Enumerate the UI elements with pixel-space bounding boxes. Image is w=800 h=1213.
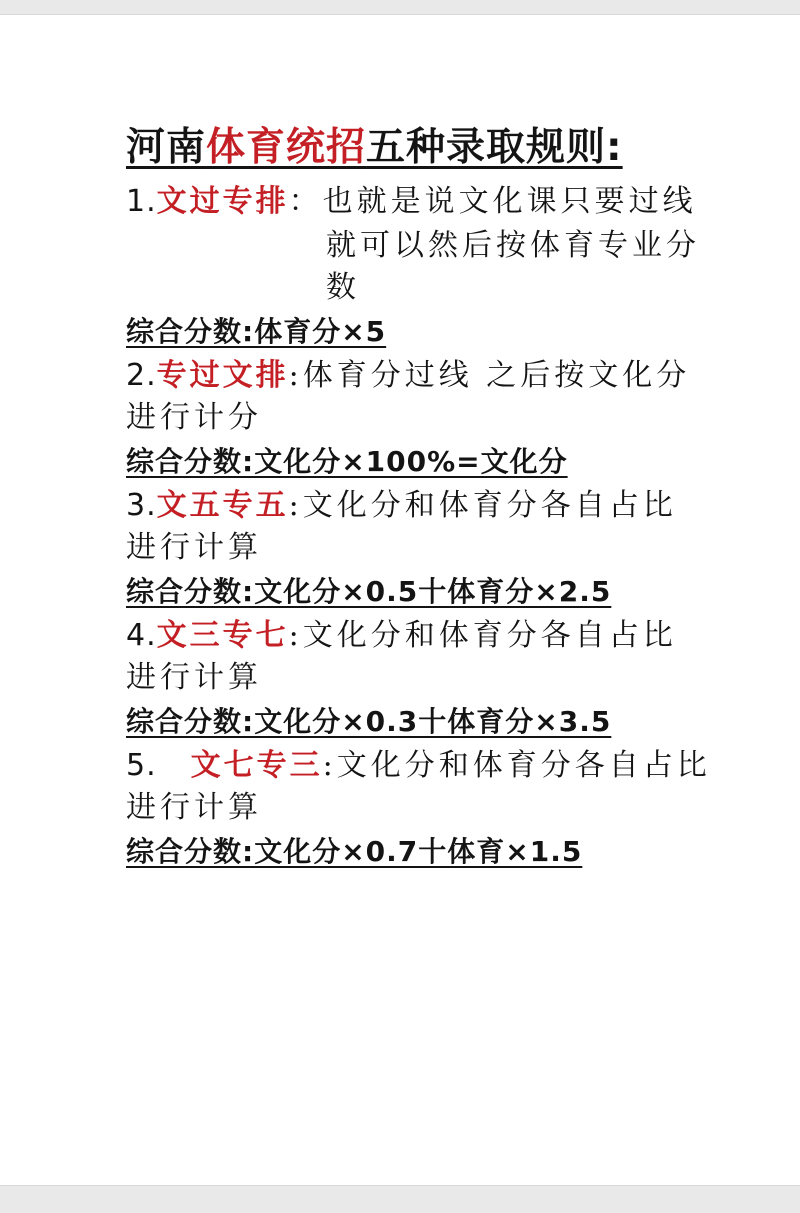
- item-2-score-formula: 综合分数:文化分×100%=文化分: [126, 445, 568, 478]
- rule-name: 文七专三: [190, 748, 323, 783]
- item-1-line-3: 数: [326, 270, 360, 305]
- rule-description: :文化分和体育分各自占比: [288, 488, 677, 523]
- rule-name: 文过专排: [156, 184, 289, 219]
- item-4-line-1: [126, 614, 677, 658]
- item-number: 2.: [126, 358, 157, 393]
- item-3-score-formula: 综合分数:文化分×0.5十体育分×2.5: [126, 575, 612, 608]
- title-highlight: 体育统招: [206, 125, 367, 170]
- rule-description: :体育分过线 之后按文化分: [288, 358, 691, 393]
- item-2-line-1: [126, 354, 690, 398]
- item-1-score-formula: 综合分数:体育分×5: [126, 315, 387, 348]
- item-number: 4.: [126, 618, 157, 653]
- item-number: 1.: [126, 184, 157, 219]
- item-number: 5.: [126, 748, 157, 783]
- rule-name: 专过文排: [156, 358, 289, 393]
- rule-description: ：也就是说文化课只要过线: [288, 184, 697, 219]
- rule-description: :文化分和体育分各自占比: [288, 618, 677, 653]
- title-prefix: 河南: [126, 125, 207, 170]
- rule-name: 文三专七: [156, 618, 289, 653]
- rule-description: :文化分和体育分各自占比: [322, 748, 711, 783]
- rule-name: 文五专五: [156, 488, 289, 523]
- item-1-line-1: [126, 180, 697, 224]
- item-4-score-formula: 综合分数:文化分×0.3十体育分×3.5: [126, 705, 612, 738]
- item-2-line-2: 进行计分: [126, 400, 262, 435]
- title-suffix: 五种录取规则:: [366, 125, 623, 170]
- item-5-line-2: 进行计算: [126, 790, 262, 825]
- page-title: [126, 118, 623, 178]
- item-3-line-1: [126, 484, 677, 528]
- item-5-score-formula: 综合分数:文化分×0.7十体育×1.5: [126, 835, 583, 868]
- item-1-line-2: 就可以然后按体育专业分: [326, 228, 700, 263]
- item-3-line-2: 进行计算: [126, 530, 262, 565]
- item-4-line-2: 进行计算: [126, 660, 262, 695]
- item-number: 3.: [126, 488, 157, 523]
- item-5-line-1: [126, 744, 711, 788]
